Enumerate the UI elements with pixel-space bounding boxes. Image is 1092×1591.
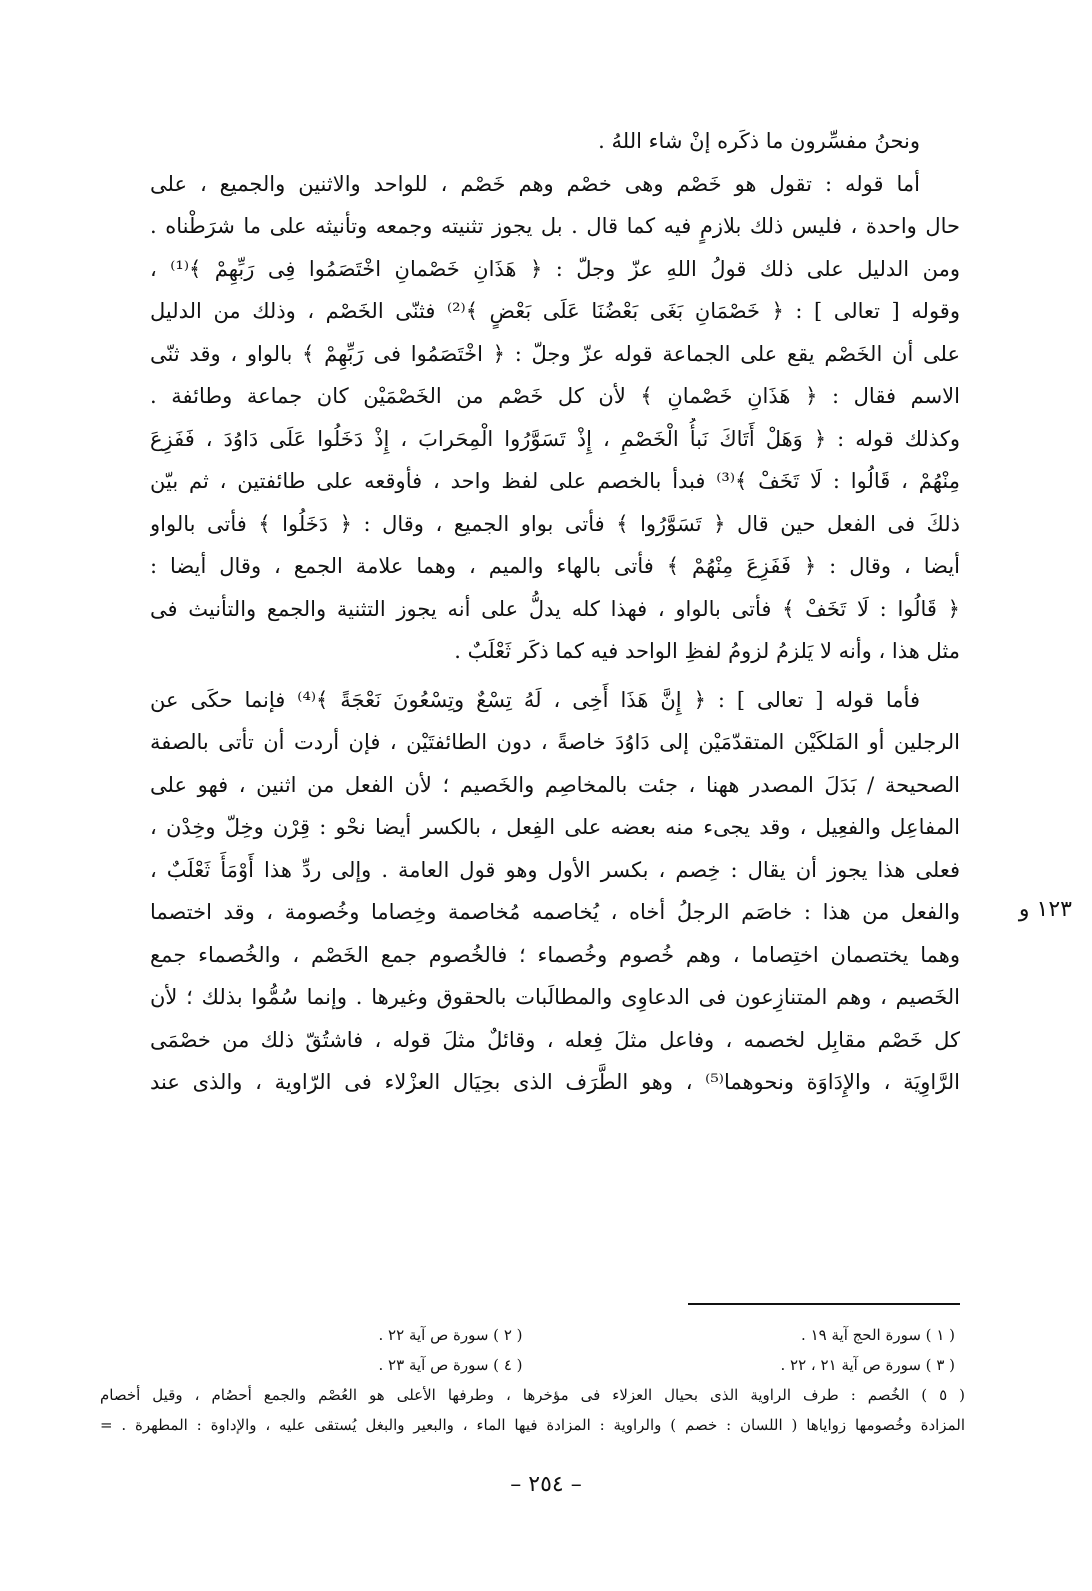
footnote-1: ( ١ ) سورة الحج آية ١٩ .	[801, 1326, 955, 1344]
footnote-divider	[688, 1303, 960, 1305]
footnote-5-line-2: المزادة وخُصومها زواياها ( اللسان : خصم ) والراوية : المزادة فيها الماء ، والبعير والبغل يُستقى عليه ، والإداوة : المطهرة . =	[100, 1416, 965, 1434]
text-line: على أن الخَصْم يقع على الجماعة قوله عزّ وجلّ : ﴿ اخْتَصَمُوا فى رَبِّهِمْ ﴾ بالواو ، وقد ثنّى	[150, 341, 960, 366]
text-line: فأما قوله [ تعالى ] : ﴿ إِنَّ هَذَا أَخِى ، لَهُ تِسْعٌ وتِسْعُونَ نَعْجَةً ﴾⁽⁴⁾ فإنما حكَى عن	[150, 687, 920, 712]
text-line: وكذلك قوله : ﴿ وَهَلْ أَتَاكَ نَبأُ الْخَصْمِ ، إِذْ تَسَوَّرُوا الْمِحَرابَ ، إِذْ دَخَلُوا عَلَى دَاوُدَ ، فَفَزِعَ	[150, 426, 960, 451]
footnote-5-line-1: ( ٥ ) الخُصم : طرف الراوية الذى بحيال العزلاء فى مؤخرها ، وطرفها الأعلى هو العُصْم والجمع أحصُام ، وقيل أخصام	[100, 1386, 965, 1404]
text-line: كل خَصْم مقابِل لخصمه ، وفاعل مثلَ فِعله ، وقائلٌ مثلَ قوله ، فاشتُقّ ذلك من خصْمَى	[150, 1027, 960, 1052]
text-line: أما قوله : تقول هو خَصْم وهى خصْم وهم خَصْم ، للواحد والاثنين والجميع ، على	[150, 171, 920, 196]
text-line: الرَّاوِيَة ، والإِدَاوَة ونحوهما⁽⁵⁾ ، وهو الطَّرَف الذى بحِيَال العزْلاء فى الرّاوية ، والذى عند	[150, 1070, 960, 1094]
page-number: – ٢٥٤ –	[510, 1472, 582, 1497]
text-line: ونحنُ مفسِّرون ما ذكَره إنْ شاء اللهُ .	[598, 129, 920, 153]
margin-folio-note: ١٢٣ و	[1018, 897, 1072, 922]
text-line: الصحيحة / بَدَلَ المصدر ههنا ، جئت بالمخاصِم والخَصيم ؛ لأن الفعل من اثنين ، فهو على	[150, 772, 960, 797]
text-line: وقوله [ تعالى ] : ﴿ خَصْمَانِ بَغَى بَعْضُنَا عَلَى بَعْضٍ ﴾⁽²⁾ فثنّى الخَصْم ، وذلك من الدليل	[150, 299, 960, 323]
footnote-2: ( ٢ ) سورة ص آية ٢٢ .	[378, 1326, 523, 1344]
footnote-row	[100, 1350, 965, 1380]
text-line: الخَصيم ، وهم المتنازِعون فى الدعاوِى والمطالَبات بالحقوق وغيرها . وإنما سُمُّوا بذلك ؛ لأن	[150, 985, 960, 1009]
text-line: المفاعِل والفعِيل ، وقد يجىء منه بعضه على الفِعل ، بالكسر أيضا نحْو : قِرْن وخِلّ وخِدْن ،	[150, 815, 960, 839]
text-line: وهما يختصمان اختِصاما ، وهم خُصوم وخُصماء ؛ فالخُصوم جمع الخَصْم ، والخُصماء جمع	[150, 942, 960, 967]
footnote-row	[100, 1320, 965, 1350]
text-line: أيضا ، وقال : ﴿ فَفَزِعَ مِنْهُمْ ﴾ فأتى بالهاء والميم ، وهما علامة الجمع ، وقال أيضا :	[150, 554, 960, 578]
main-text	[150, 120, 960, 1104]
text-line: والفعل من هذا : خاصَم الرجلُ أخاه ، يُخاصمه مُخاصمة وخِصاما وخُصومة ، وقد اختصما	[150, 900, 960, 924]
text-line: الرجلين أو المَلكَيْن المتقدّمَيْن إلى دَاوُدَ خاصةً ، دون الطائفتَيْن ، فإن أردت أن تأتى بالصفة	[150, 730, 960, 754]
text-line: الاسم فقال : ﴿ هَذَانِ خَصْمانِ ﴾ لأن كل خَصْم من الخَصْمَيْن كان جماعة وطائفة .	[150, 384, 960, 408]
text-line: ذلكَ فى الفعل حين قال ﴿ تَسَوَّرُوا ﴾ فأتى بواو الجميع ، وقال : ﴿ دَخَلُوا ﴾ فأتى بالواو	[150, 511, 960, 536]
text-line: مثل هذا ، وأنه لا يَلزمُ لزومُ لفظِ الواحد فيه كما ذكَر ثَعْلَبٌ .	[454, 639, 960, 663]
footnote-3: ( ٣ ) سورة ص آية ٢١ ، ٢٢ .	[780, 1356, 955, 1374]
text-line: حال واحدة ، فليس ذلك بلازمٍ فيه كما قال . بل يجوز تثنيته وجمعه وتأنيثه على ما شرَطْناه .	[150, 214, 960, 238]
footnotes	[100, 1320, 965, 1440]
text-line: مِنْهُمْ ، قَالُوا : لَا تَخَفْ ﴾⁽³⁾ فبدأ بالخصم على لفظ واحد ، فأوقعه على طائفتين ، ثم بيّن	[150, 469, 960, 493]
text-line: فعلى هذا يجوز أن يقال : خِصم ، بكسر الأول وهو قول العامة . وإلى ردِّ هذا أَوْمَأَ ثَعْلَبٌ ،	[150, 857, 960, 882]
text-line: ﴿ قَالُوا : لَا تَخَفْ ﴾ فأتى بالواو ، فهذا كله يدلُّ على أنه يجوز التثنية والجمع والتأنيث فى	[150, 596, 960, 621]
text-line: ومن الدليل على ذلك قولُ اللهِ عزّ وجلّ : ﴿ هَذَانِ خَصْمانِ اخْتَصَمُوا فِى رَبِّهِمْ ﴾⁽¹⁾ ،	[150, 256, 960, 281]
footnote-4: ( ٤ ) سورة ص آية ٢٣ .	[378, 1356, 523, 1374]
